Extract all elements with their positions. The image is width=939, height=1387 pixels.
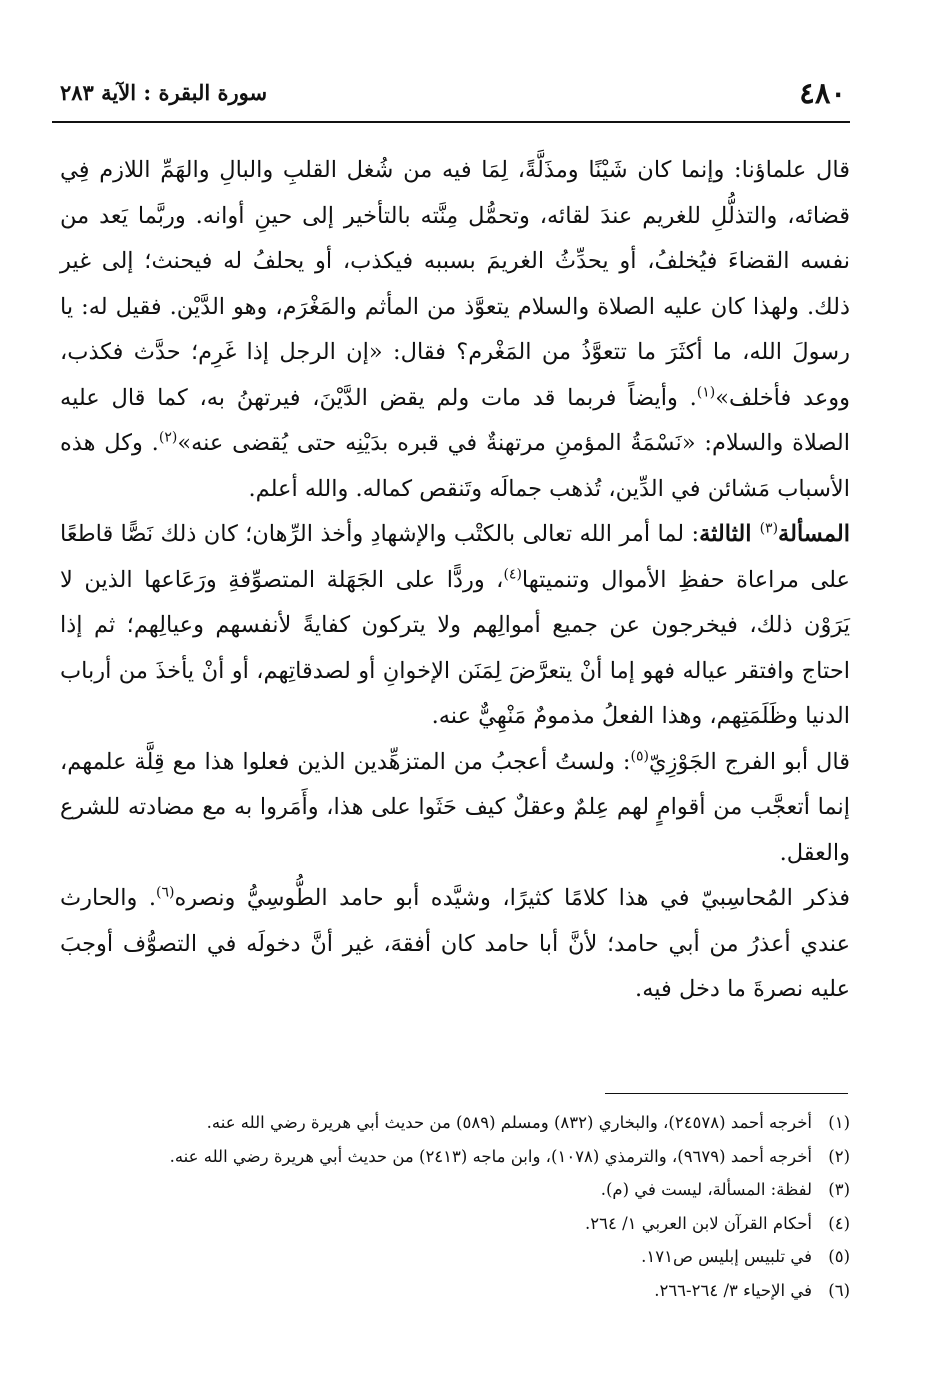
- footnote-number: (١): [828, 1113, 850, 1132]
- page-number: ٤٨٠: [799, 76, 846, 110]
- text-run: : لما أمر الله تعالى بالكتْب والإشهادِ وأخذ الرِّهان؛ كان ذلك نَصًّا قاطعًا على مراعاة حفظِ الأموال وتنميتها: [60, 521, 850, 593]
- footnote-number: (٦): [828, 1280, 850, 1300]
- footnote-number: (٥): [828, 1247, 850, 1266]
- text-run: فذكر المُحاسِبيّ في هذا كلامًا كثيرًا، وشيَّده أبو حامد الطُّوسِيُّ ونصره: [174, 885, 851, 911]
- issue-heading: الثالثة: [699, 521, 760, 547]
- footnote-reference: (١): [696, 384, 716, 400]
- footnote-number: (٤): [828, 1213, 850, 1233]
- footnote-reference: (٥): [630, 748, 649, 764]
- paragraph: [60, 148, 850, 512]
- footnote-reference: (٤): [503, 566, 522, 582]
- footnote-reference: (٦): [156, 884, 175, 901]
- footnote-text: أحكام القرآن لابن العربي ١/ ٢٦٤.: [585, 1213, 812, 1233]
- footnotes: [60, 1106, 850, 1307]
- main-text: [60, 148, 850, 1013]
- footnote: [60, 1274, 850, 1308]
- text-run: قال أبو الفرج الجَوْزِيّ: [648, 748, 851, 775]
- text-run: . وأيضاً فربما قد مات ولم يقض الدَّيْنَ، فيرتهنُ به، كما قال عليه الصلاة والسلام: «نَسْمَةُ المؤمنِ مرتهنةٌ في قبره بدَيْنِه حتى يُقضى عنه»: [60, 384, 850, 456]
- footnote: [60, 1140, 850, 1174]
- footnote-text: في الإحياء ٣/ ٢٦٤-٢٦٦.: [654, 1280, 812, 1300]
- issue-heading: المسألة: [778, 521, 850, 547]
- footnote-text: أخرجه أحمد (٢٤٥٧٨)، والبخاري (٨٣٢) ومسلم (٥٨٩) من حديث أبي هريرة رضي الله عنه.: [206, 1113, 812, 1132]
- running-head: سورة البقرة : الآية ٢٨٣: [60, 80, 268, 105]
- header-divider: [52, 121, 850, 123]
- text-run: ، وردًّا على الجَهَلة المتصوِّفةِ ورَعَاعها الذين لا يَرَوْن ذلك، فيخرجون عن جميع أموالِهم ولا يتركون كفايةً لأنفسهم وعيالِهم؛ ثم إذا احتاج وافتقر عياله فهو إما أنْ يتعرَّضَ لِمَنَن الإخوانِ أو لصدقاتِهم، أو أنْ يأخذَ من أرباب الدنيا وظَلَمَتِهم، وهذا الفعلُ مذمومٌ مَنْهِيٌّ عنه.: [60, 566, 850, 729]
- text-run: . وكل هذه الأسباب مَشائن في الدِّين، تُذهب جمالَه وتَنقص كماله. والله أعلم.: [60, 430, 850, 502]
- text-run: . والحارث عندي أعذرُ من أبي حامد؛ لأنَّ أبا حامد كان أفقهَ، غير أنَّ دخولَه في التصوُّف أوجبَ عليه نصرةَ ما دخل فيه.: [60, 885, 850, 1002]
- footnote-reference: (٢): [158, 429, 178, 446]
- footnote-divider: [605, 1093, 848, 1094]
- paragraph: [60, 740, 850, 877]
- footnote-reference: (٣): [759, 520, 779, 537]
- footnote-text: أخرجه أحمد (٩٦٧٩)، والترمذي (١٠٧٨)، وابن ماجه (٢٤١٣) من حديث أبي هريرة رضي الله عنه.: [169, 1146, 812, 1166]
- footnote: [60, 1106, 850, 1140]
- text-run: : ولستُ أعجبُ من المتزهِّدين الذين فعلوا هذا مع قِلَّة علمهم، إنما أتعجَّب من أقوامٍ لهم عِلمٌ وعقلٌ كيف حَثَوا على هذا، وأَمَروا به مع مضادته للشرع والعقل.: [60, 748, 850, 866]
- footnote: [60, 1207, 850, 1241]
- footnote: [60, 1240, 850, 1274]
- paragraph: [60, 876, 850, 1013]
- page-header: [52, 70, 850, 120]
- paragraph: [60, 512, 850, 740]
- footnote-number: (٢): [828, 1146, 850, 1166]
- footnote-text: لفظة: المسألة، ليست في (م).: [600, 1180, 812, 1199]
- footnote: [60, 1173, 850, 1207]
- footnote-number: (٣): [828, 1180, 850, 1199]
- footnote-text: في تلبيس إبليس ص١٧١.: [641, 1247, 812, 1266]
- text-run: قال علماؤنا: وإنما كان شَيْنًا ومذَلَّةً، لِمَا فيه من شُغل القلبِ والبالِ والهَمِّ اللازم فِي قضائه، والتذلُّلِ للغريم عندَ لقائه، وتحمُّل مِنَّته بالتأخير إلى حينِ أوانه. وربَّما يَعد من نفسه القضاءَ فيُخلفُ، أو يحدِّثُ الغريمَ بسببه فيكذب، أو يحلفُ له فيحنث؛ إلى غير ذلك. ولهذا كان عليه الصلاة والسلام يتعوَّذ من المأثم والمَغْرَم، وهو الدَّيْن. فقيل له: يا رسولَ الله، ما أكثَرَ ما تتعوَّذُ من المَغْرم؟ فقال: «إن الرجل إذا غَرِم؛ حدَّث فكذب، ووعد فأخلف»: [60, 157, 850, 411]
